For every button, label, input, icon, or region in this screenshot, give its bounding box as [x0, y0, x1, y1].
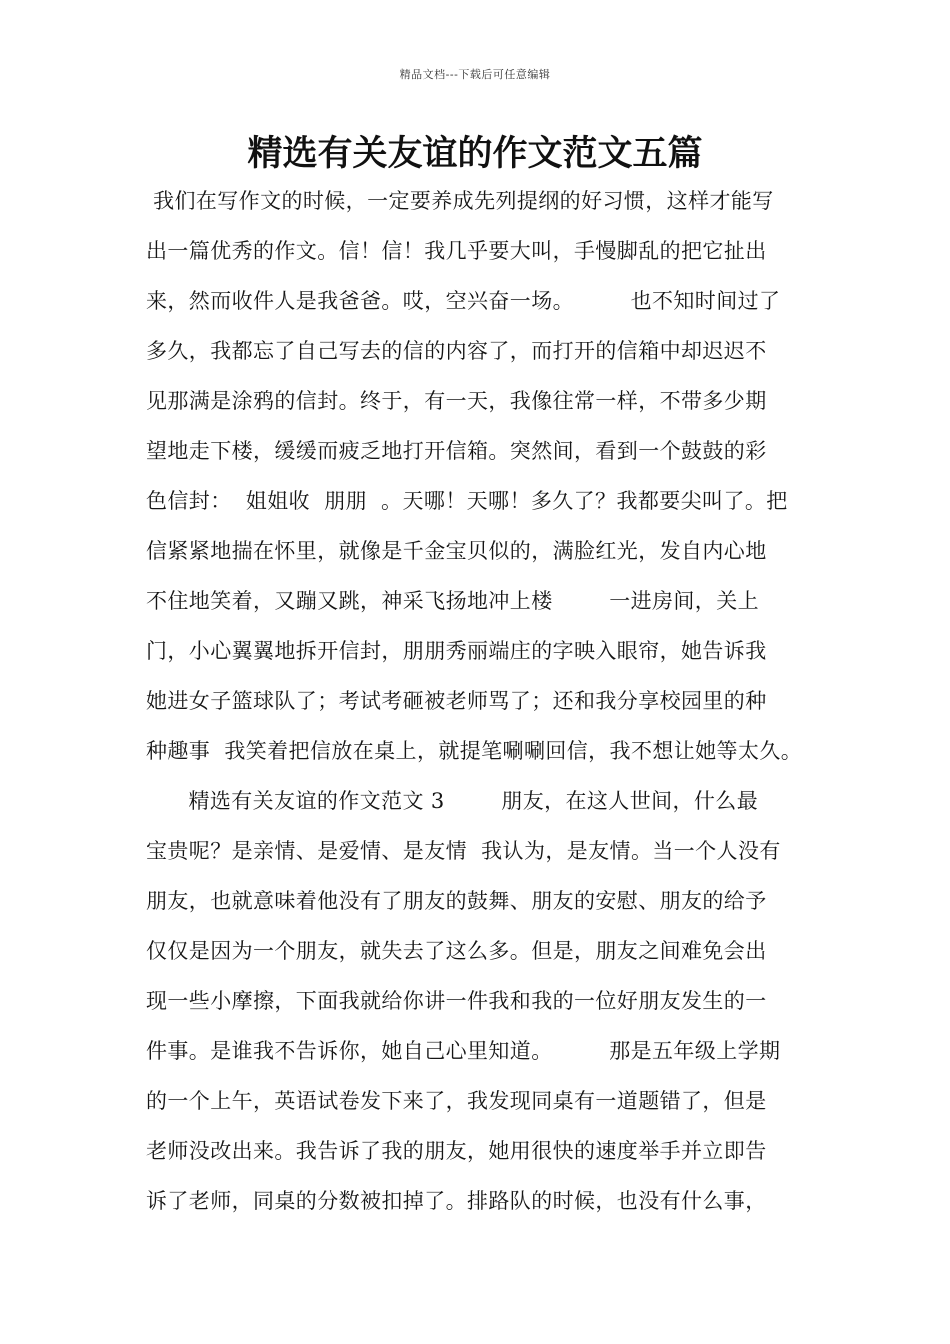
text-line: 不住地笑着，又蹦又跳，神采飞扬地冲上楼 一进房间，关上: [146, 589, 759, 613]
text-line: 门，小心翼翼地拆开信封，朋朋秀丽端庄的字映入眼帘，她告诉我: [146, 639, 767, 663]
document-title: 精选有关友谊的作文范文五篇: [247, 133, 703, 174]
text-line: 件事。是谁我不告诉你，她自己心里知道。 那是五年级上学期: [146, 1039, 781, 1063]
text-line: 我们在写作文的时候，一定要养成先列提纲的好习惯，这样才能写: [146, 189, 774, 213]
text-line: 仅仅是因为一个朋友，就失去了这么多。但是，朋友之间难免会出: [146, 939, 767, 963]
header-note: 精品文档---下载后可任意编辑: [399, 68, 551, 81]
text-line: 出一篇优秀的作文。信！信！我几乎要大叫，手慢脚乱的把它扯出: [146, 239, 767, 263]
text-line: 精选有关友谊的作文范文 3 朋友，在这人世间，什么最: [146, 789, 759, 813]
body-text: [146, 183, 810, 1233]
text-line: 望地走下楼，缓缓而疲乏地打开信箱。突然间，看到一个鼓鼓的彩: [146, 439, 767, 463]
text-line: 色信封： 姐姐收 朋朋 。天哪！天哪！多久了？我都要尖叫了。把: [146, 489, 788, 513]
text-line: 多久，我都忘了自己写去的信的内容了，而打开的信箱中却迟迟不: [146, 339, 767, 363]
text-line: 现一些小摩擦，下面我就给你讲一件我和我的一位好朋友发生的一: [146, 989, 767, 1013]
text-line: 的一个上午，英语试卷发下来了，我发现同桌有一道题错了，但是: [146, 1089, 767, 1113]
text-line: 宝贵呢？是亲情、是爱情、是友情 我认为，是友情。当一个人没有: [146, 839, 781, 863]
text-line: 种趣事 我笑着把信放在桌上，就提笔唰唰回信，我不想让她等太久。: [146, 739, 803, 763]
text-line: 她进女子篮球队了；考试考砸被老师骂了；还和我分享校园里的种: [146, 689, 767, 713]
text-line: 诉了老师，同桌的分数被扣掉了。排路队的时候，也没有什么事，: [146, 1189, 767, 1213]
text-line: 来，然而收件人是我爸爸。哎，空兴奋一场。 也不知时间过了: [146, 289, 781, 313]
text-line: 信紧紧地揣在怀里，就像是千金宝贝似的，满脸红光，发自内心地: [146, 539, 767, 563]
text-line: 见那满是涂鸦的信封。终于，有一天，我像往常一样，不带多少期: [146, 389, 767, 413]
text-line: 老师没改出来。我告诉了我的朋友，她用很快的速度举手并立即告: [146, 1139, 767, 1163]
text-line: 朋友，也就意味着他没有了朋友的鼓舞、朋友的安慰、朋友的给予: [146, 889, 767, 913]
